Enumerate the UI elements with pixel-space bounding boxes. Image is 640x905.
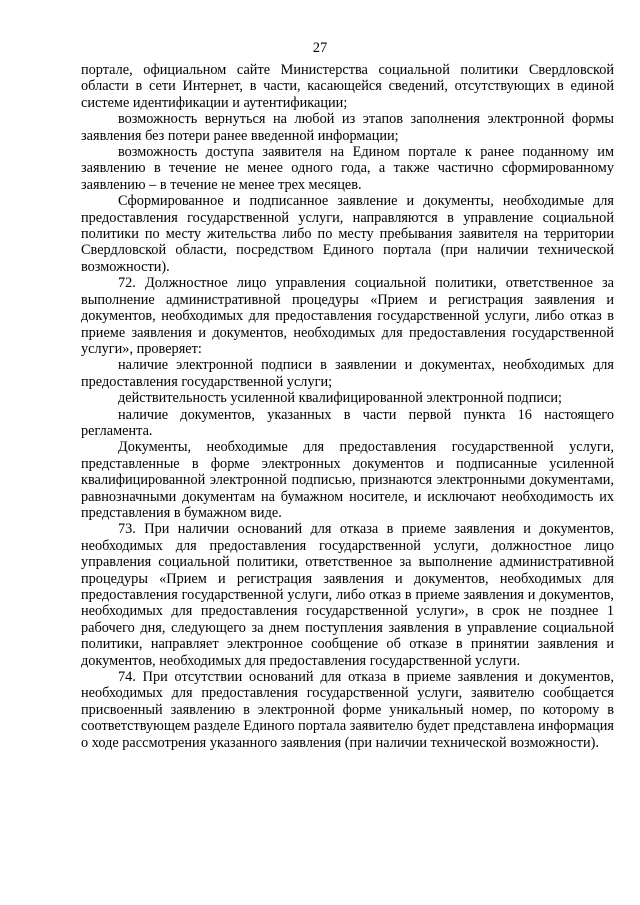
paragraph: действительность усиленной квалифицированной электронной подписи; [118, 390, 562, 407]
paragraph: возможность доступа заявителя на Едином портале к ранее поданному им заявлению в течение не менее одного года, а также частично сформированному заявлению – в течение не менее трех месяцев. [81, 144, 614, 193]
paragraph-continuation: портале, официальном сайте Министерства социальной политики Свердловской области в сети Интернет, в части, касающейся сведений, отсутствующих в единой системе идентификации и аутентификации; [81, 62, 614, 111]
clause-73: 73. При наличии оснований для отказа в приеме заявления и документов, необходимых для предоставления государственной услуги, должностное лицо управления социальной политики, ответственное за выполнение административной процедуры «Прием и регистрация заявления и документов, необходимых для предоставления государственной услуги, либо отказ в приеме заявления и документов, необходимых для предоставления государственной услуги», в срок не позднее 1 рабочего дня, следующего за днем поступления заявления в управление социальной политики, направляет электронное сообщение об отказе в принятии заявления и документов, необходимых для предоставления государственной услуги. [81, 521, 614, 669]
paragraph: наличие документов, указанных в части первой пункта 16 настоящего регламента. [81, 406, 614, 439]
clause-74: 74. При отсутствии оснований для отказа в приеме заявления и документов, необходимых для предоставления государственной услуги, заявителю сообщается присвоенный заявлению в электронной форме уникальный номер, по которому в соответствующем разделе Единого портала заявителю будет представлена информация о ходе рассмотрения указанного заявления (при наличии технической возможности). [81, 669, 614, 751]
page-number: 27 [312, 40, 328, 56]
paragraph: Сформированное и подписанное заявление и документы, необходимые для предоставления государственной услуги, направляются в управление социальной политики по месту жительства либо по месту пребывания заявителя на территории Свердловской области, посредством Единого портала (при наличии технической возможности). [81, 193, 614, 275]
clause-72: 72. Должностное лицо управления социальной политики, ответственное за выполнение административной процедуры «Прием и регистрация заявления и документов, необходимых для предоставления государственной услуги, либо отказ в приеме заявления и документов, необходимых для предоставления государственной услуги», проверяет: [81, 275, 614, 357]
document-body [81, 62, 614, 751]
paragraph: наличие электронной подписи в заявлении и документах, необходимых для предоставления государственной услуги; [81, 357, 614, 390]
paragraph: возможность вернуться на любой из этапов заполнения электронной формы заявления без потери ранее введенной информации; [81, 111, 614, 144]
paragraph: Документы, необходимые для предоставления государственной услуги, представленные в форме электронных документов и подписанные усиленной квалифицированной электронной подписью, признаются электронными документами, равнозначными документам на бумажном носителе, и исключают необходимость их представления в бумажном виде. [81, 439, 614, 521]
